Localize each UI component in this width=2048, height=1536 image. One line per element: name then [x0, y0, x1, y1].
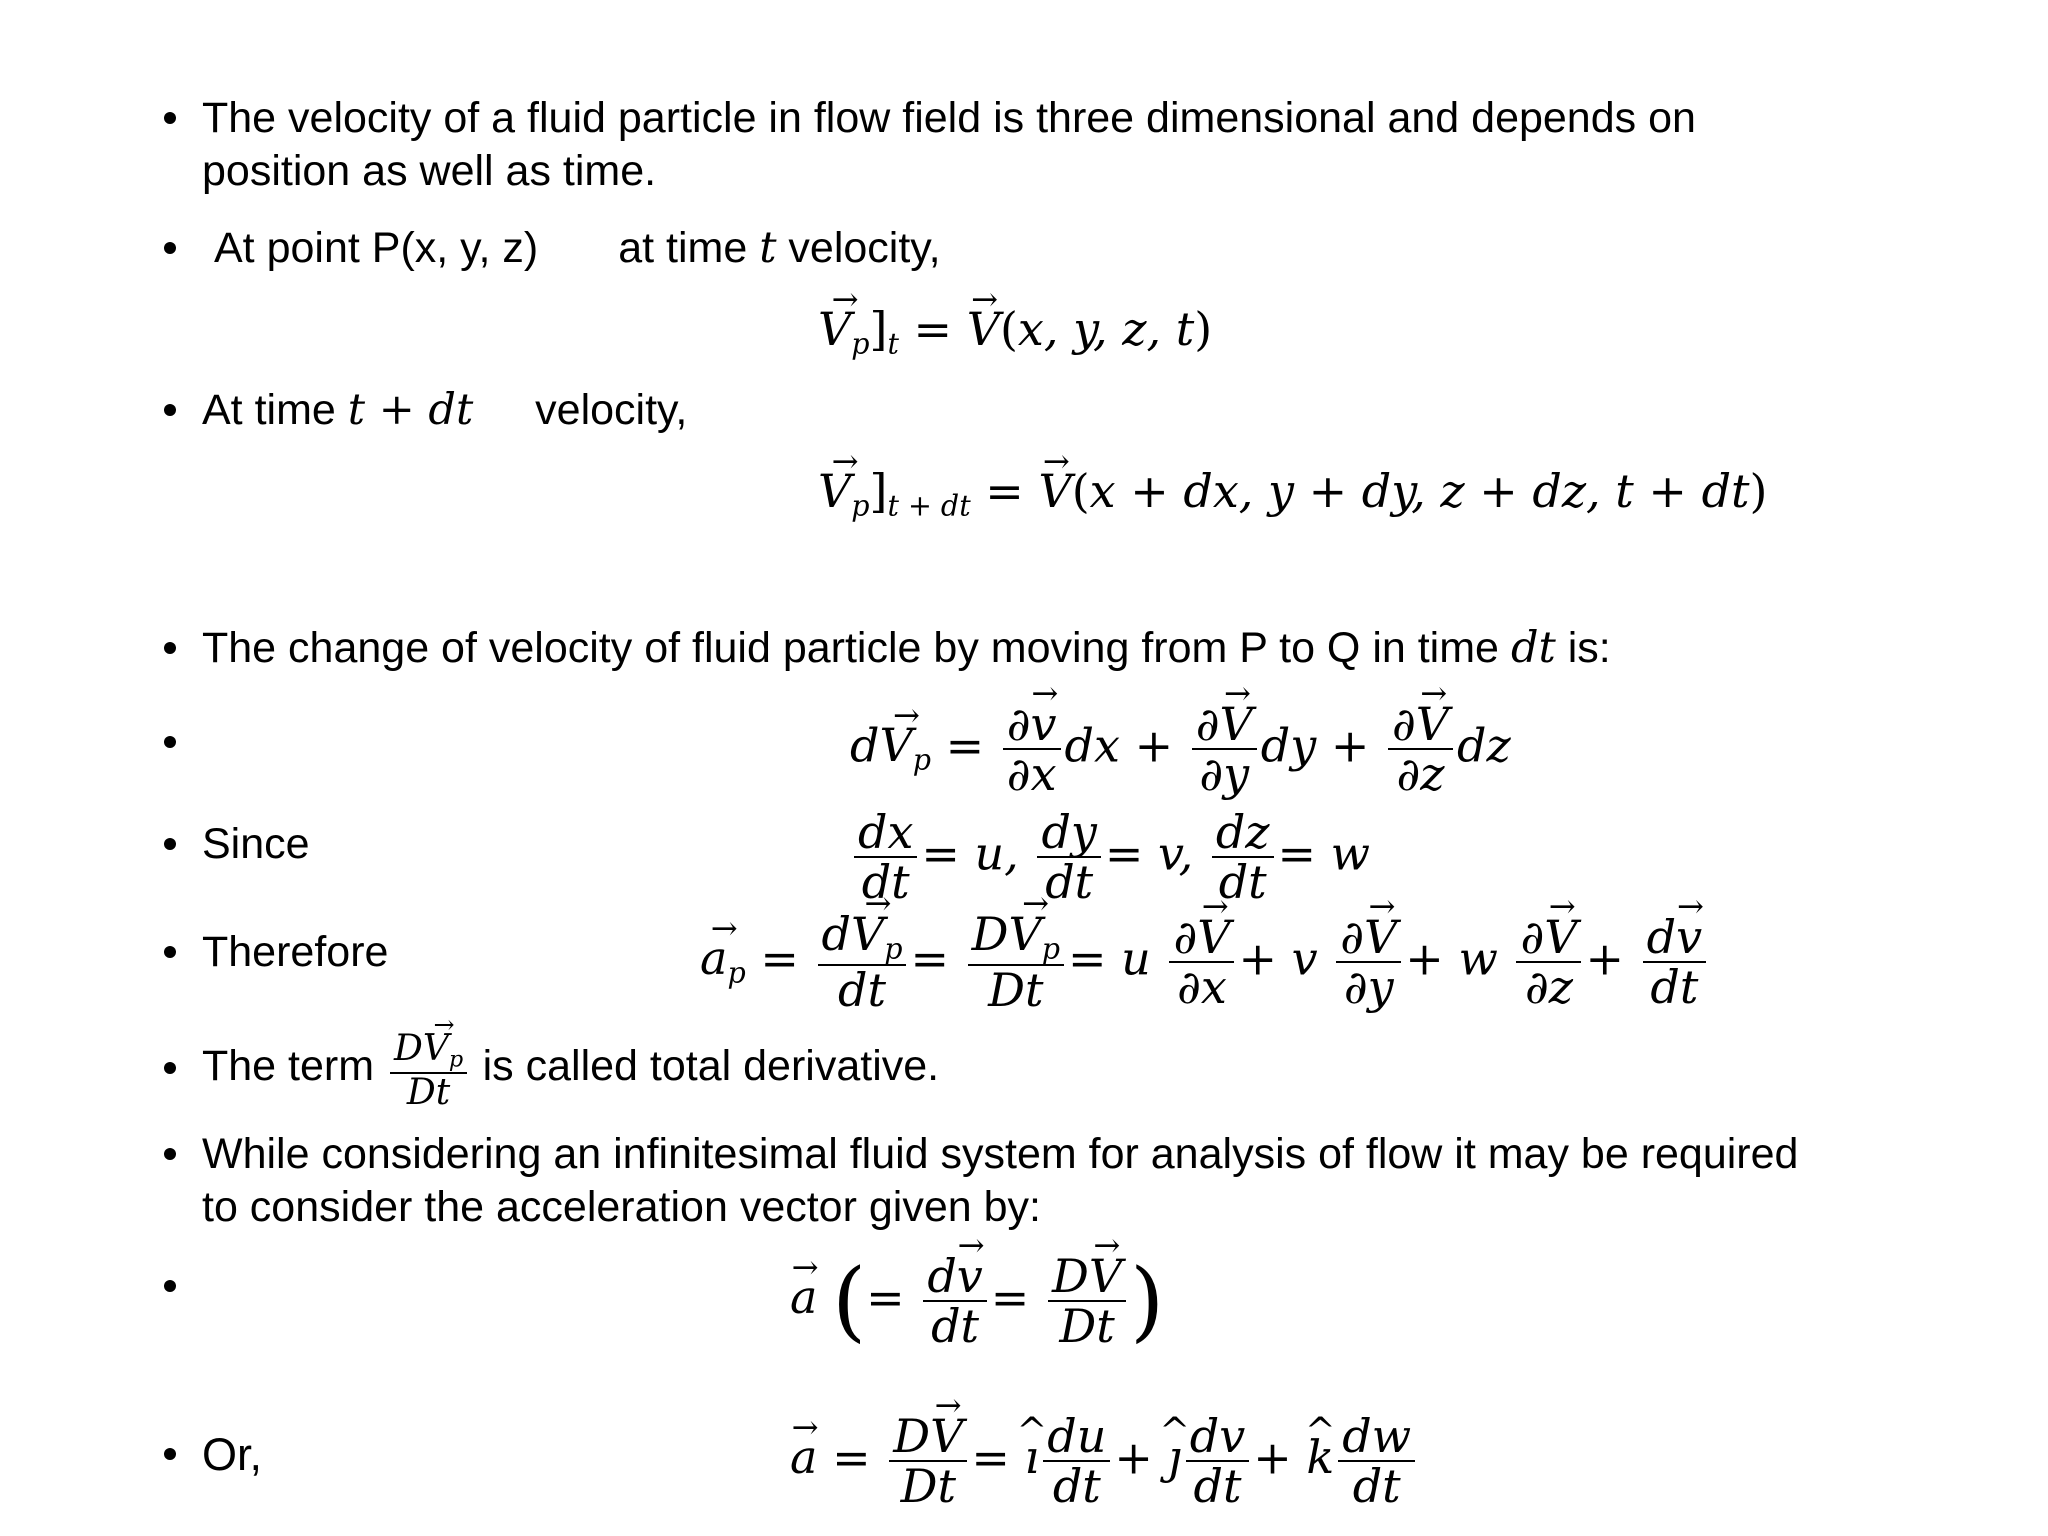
- bullet-dot: [164, 1062, 176, 1074]
- equation-acceleration-vector: a → (= $\frac{dv \to}{dt}$ = $\frac{DV \to}{Dt}$ ): [790, 1252, 1164, 1351]
- bullet-text: At time t + dt velocity,: [202, 385, 688, 435]
- bullet-dot: [164, 112, 176, 124]
- equation-velocity-t: $V_p \to]_t = V \to(x$, y, z, t): [818, 306, 1212, 359]
- equation-dvp: $dV_p$ → = $\frac{\partial v \to}{\partial x}$ dx + $\frac{\partial V \to}{\partial y}$ dy + $\frac{\partial V \to}{\partial z}$ dz: [850, 700, 1511, 799]
- bullet-text: The change of velocity of fluid particle by moving from P to Q in time dt is:: [202, 623, 1611, 673]
- bullet-text: At point P(x, y, z) at time t velocity,: [214, 223, 941, 273]
- equation-components: a → = $\frac{DV \to}{Dt}$ = ı ^ $\frac{du}{dt}$ + ȷ ^ $\frac{dv}{dt}$ + k ^ $\frac{dw}{dt}$: [790, 1412, 1419, 1511]
- bullet-text: Or,: [202, 1429, 263, 1480]
- bullet-dot: [164, 1148, 176, 1160]
- equation-since: $\frac{dx}{dt}$ = u, $\frac{dy}{dt}$ = v, $\frac{dz}{dt}$ = w: [850, 808, 1370, 907]
- bullet-dot: [164, 946, 176, 958]
- bullet-text: While considering an infinitesimal fluid system for analysis of flow it may be required to consider the acceleration vector given by:: [202, 1130, 1799, 1231]
- bullet-dot: [164, 838, 176, 850]
- bullet-dot: [164, 1280, 176, 1292]
- equation-velocity-t-plus-dt: $V_p \to]_{t + dt} = V \to(x$ + dx, y + dy, z + dz, t + dt): [818, 468, 1767, 521]
- bullet-text: Since: [202, 820, 310, 868]
- bullet-dot: [164, 404, 176, 416]
- bullet-dot: [164, 642, 176, 654]
- bullet-dot: [164, 242, 176, 254]
- bullet-text: The term $\frac{DV_p \to}{Dt}$ is called total derivative.: [202, 1030, 939, 1112]
- bullet-dot: [164, 1448, 176, 1460]
- bullet-text: Therefore: [202, 928, 389, 976]
- bullet-text: The velocity of a fluid particle in flow field is three dimensional and depends on position as well as time.: [202, 94, 1696, 195]
- bullet-dot: [164, 736, 176, 748]
- equation-acceleration: $a_p$ → = $\frac{dV_p \to}{dt}$ = $\frac{DV_p \to}{Dt}$ = u $\frac{\partial V \to}{\partial x}$ + v $\frac{\partial V \to}{\partial y}$ + w $\frac{\partial V \to}{\partial z}$ + $\frac{dv \to}{dt}$: [700, 910, 1710, 1015]
